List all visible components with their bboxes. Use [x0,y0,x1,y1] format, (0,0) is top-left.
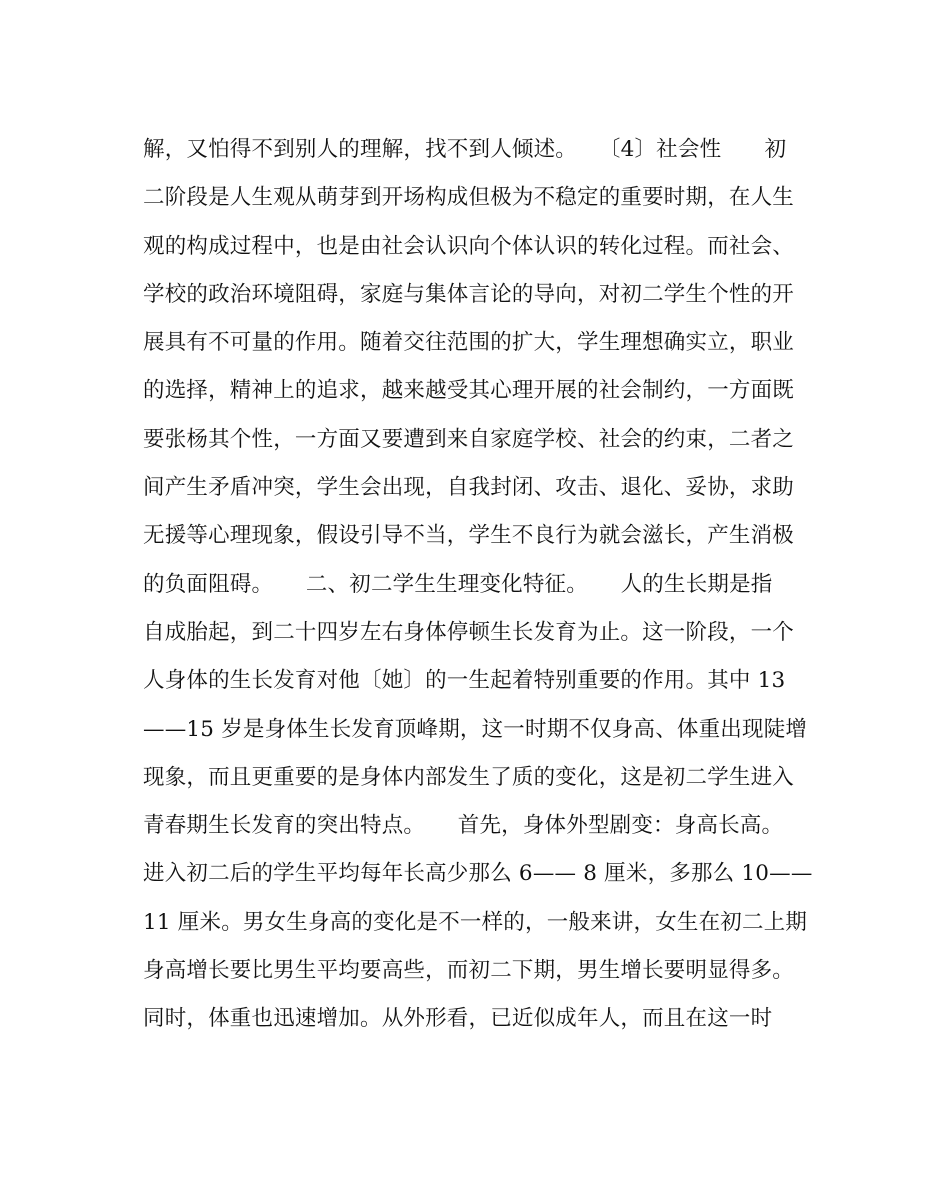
text-line: 同时，体重也迅速增加。从外形看，已近似成年人，而且在这一时 [143,1006,773,1032]
text-line: 现象，而且更重要的是身体内部发生了质的变化，这是初二学生进入 [143,764,795,790]
text-line: 11 厘米。男女生身高的变化是不一样的，一般来讲，女生在初二上期 [143,909,808,935]
text-line: 进入初二后的学生平均每年长高少那么 6—— 8 厘米，多那么 10—— [143,861,813,887]
text-line: 无援等心理现象，假设引导不当，学生不良行为就会滋长，产生消极 [143,523,795,549]
text-line: ——15 岁是身体生长发育顶峰期，这一时期不仅身高、体重出现陡增 [143,716,808,742]
text-line: 的选择，精神上的追求，越来越受其心理开展的社会制约，一方面既 [143,378,795,404]
text-line: 青春期生长发育的突出特点。 首先，身体外型剧变：身高长高。 [143,813,784,839]
text-line: 身高增长要比男生平均要高些，而初二下期，男生增长要明显得多。 [143,958,795,984]
text-line: 要张杨其个性，一方面又要遭到来自家庭学校、社会的约束，二者之 [143,426,795,452]
body-text [143,126,813,1044]
text-line: 间产生矛盾冲突，学生会出现，自我封闭、攻击、退化、妥协，求助 [143,475,795,501]
text-line: 学校的政治环境阻碍，家庭与集体言论的导向，对初二学生个性的开 [143,281,795,307]
text-line: 自成胎起，到二十四岁左右身体停顿生长发育为止。这一阶段，一个 [143,619,795,645]
text-line: 人身体的生长发育对他〔她〕的一生起着特别重要的作用。其中 13 [143,668,786,694]
text-line: 展具有不可量的作用。随着交往范围的扩大，学生理想确实立，职业 [143,330,795,356]
text-line: 二阶段是人生观从萌芽到开场构成但极为不稳定的重要时期，在人生 [143,185,795,211]
text-line: 的负面阻碍。 二、初二学生生理变化特征。 人的生长期是指 [143,571,773,597]
text-line: 观的构成过程中，也是由社会认识向个体认识的转化过程。而社会、 [143,233,795,259]
text-line: 解，又怕得不到别人的理解，找不到人倾述。 〔4〕社会性 初 [143,137,787,162]
